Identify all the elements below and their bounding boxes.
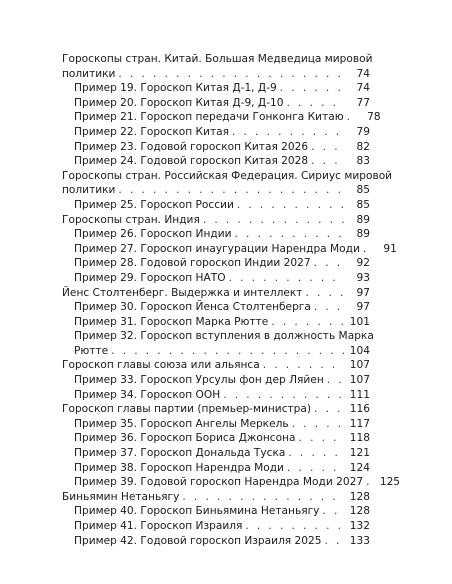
toc-entry-line	[74, 388, 370, 403]
dot-leader	[287, 96, 344, 111]
dot-leader	[366, 475, 374, 490]
toc-page-number: 125	[379, 476, 401, 489]
toc-entry-line	[62, 402, 370, 417]
toc-entry-title: Пример 40. Гороскоп Биньямина Нетаньягу	[74, 505, 320, 518]
toc-entry-title: Пример 42. Годовой гороскоп Израиля 2025	[74, 534, 322, 547]
dot-leader	[280, 81, 344, 96]
toc-entry-title: Рютте	[74, 344, 109, 357]
dot-leader	[347, 110, 355, 125]
toc-section[interactable]	[62, 169, 393, 198]
toc-subentry[interactable]	[62, 300, 370, 315]
toc-page-number: 104	[349, 344, 370, 357]
toc-entry-title: Пример 39. Годовой гороскоп Нарендра Моди 2027	[74, 476, 364, 489]
toc-entry-title: Пример 35. Гороскоп Ангелы Меркель	[74, 417, 289, 430]
toc-entry-line	[74, 534, 370, 549]
toc-section[interactable]	[62, 286, 370, 301]
dot-leader	[327, 373, 344, 388]
toc-subentry[interactable]	[62, 315, 370, 330]
toc-entry-line	[74, 271, 370, 286]
toc-entry-title: Пример 21. Гороскоп передачи Гонконга Китаю	[74, 111, 344, 124]
toc-page-number: 132	[349, 520, 370, 532]
toc-entry-line	[62, 358, 370, 373]
toc-subentry[interactable]	[62, 96, 370, 111]
dot-leader	[111, 344, 344, 359]
toc-page-number: 83	[356, 155, 370, 168]
toc-section[interactable]	[62, 358, 370, 373]
toc-entry-title: Пример 41. Гороскоп Израиля	[74, 520, 243, 532]
toc-entry-title: Пример 34. Гороскоп ООН	[74, 388, 221, 401]
toc-page-number: 89	[356, 213, 370, 226]
toc-page-number: 97	[356, 301, 370, 314]
dot-leader	[118, 67, 344, 82]
toc-entry-line	[74, 344, 370, 359]
toc-page-number: 118	[349, 432, 370, 445]
dot-leader	[288, 446, 344, 461]
toc-entry-line	[62, 213, 370, 228]
toc-entry-line	[74, 256, 370, 271]
toc-page-number: 78	[367, 111, 381, 124]
toc-subentry[interactable]	[62, 461, 370, 476]
dot-leader	[314, 256, 344, 271]
dot-leader	[229, 271, 344, 286]
toc-page-number: 79	[356, 125, 370, 138]
toc-entry-title: Йенс Столтенберг. Выдержка и интеллект	[62, 286, 303, 299]
toc-entry-title: политики	[62, 67, 116, 80]
toc-entry-title: Пример 33. Гороскоп Урсулы фон дер Ляйен	[74, 374, 324, 387]
toc-subentry[interactable]	[62, 431, 370, 446]
dot-leader	[118, 183, 344, 198]
dot-leader	[311, 140, 344, 155]
toc-entry-title: Пример 24. Годовой гороскоп Китая 2028	[74, 155, 309, 168]
toc-entry-line	[74, 140, 370, 155]
toc-subentry[interactable]	[62, 504, 370, 519]
table-of-contents	[62, 52, 401, 548]
toc-subentry[interactable]	[62, 271, 370, 286]
toc-entry-line	[74, 110, 381, 125]
dot-leader	[314, 300, 344, 315]
toc-entry-line	[62, 286, 370, 301]
toc-subentry[interactable]	[62, 388, 370, 403]
toc-entry-line	[74, 198, 370, 213]
toc-subentry[interactable]	[62, 110, 381, 125]
toc-entry-title: Пример 26. Гороскоп Индии	[74, 228, 232, 241]
toc-section[interactable]	[62, 52, 373, 81]
toc-page-number: 121	[349, 447, 370, 460]
dot-leader	[263, 358, 344, 373]
toc-entry-title: Пример 32. Гороскоп вступления в должность Марка	[74, 330, 374, 343]
toc-subentry[interactable]	[62, 154, 370, 169]
dot-leader	[314, 402, 344, 417]
toc-page-number: 128	[349, 505, 370, 518]
toc-entry-title: Гороскопы стран. Китай. Большая Медведица мировой	[62, 53, 373, 65]
toc-section[interactable]	[62, 213, 370, 228]
toc-page-number: 128	[349, 490, 370, 503]
toc-page-number: 92	[356, 257, 370, 270]
dot-leader	[271, 315, 344, 330]
toc-entry-title: Пример 19. Гороскоп Китая Д-1, Д-9	[74, 82, 277, 95]
toc-page-number: 93	[356, 271, 370, 284]
toc-page-number: 82	[356, 140, 370, 153]
toc-entry-title: Пример 23. Годовой гороскоп Китая 2026	[74, 140, 309, 153]
dot-leader	[292, 417, 344, 432]
dot-leader	[311, 154, 344, 169]
toc-entry-line	[74, 446, 370, 461]
toc-entry-line	[62, 183, 370, 198]
toc-page-number: 85	[356, 184, 370, 197]
toc-entry-line	[74, 96, 370, 111]
toc-page-number: 133	[349, 534, 370, 547]
toc-page-number: 74	[356, 82, 370, 95]
toc-entry-title: Пример 36. Гороскоп Бориса Джонсона	[74, 432, 296, 445]
toc-entry-title: Пример 37. Гороскоп Дональда Туска	[74, 447, 286, 460]
toc-entry-title: Гороскоп главы партии (премьер-министра)	[62, 403, 312, 416]
dot-leader	[305, 286, 344, 301]
toc-page-number: 101	[349, 315, 370, 328]
dot-leader	[237, 198, 344, 213]
toc-entry-title: Гороскопы стран. Индия	[62, 213, 200, 226]
dot-leader	[322, 504, 344, 519]
toc-entry-line	[74, 504, 370, 519]
toc-subentry[interactable]	[62, 242, 397, 257]
toc-subentry[interactable]	[62, 140, 370, 155]
toc-entry-line	[62, 67, 370, 82]
toc-subentry[interactable]	[62, 446, 370, 461]
toc-entry-line	[74, 461, 370, 476]
toc-page-number: 97	[356, 286, 370, 299]
toc-entry-line	[62, 490, 370, 505]
toc-page-number: 77	[356, 96, 370, 109]
toc-page-number: 107	[349, 374, 370, 387]
toc-page-number: 89	[356, 228, 370, 241]
toc-subentry[interactable]	[62, 81, 370, 96]
toc-subentry[interactable]	[62, 417, 370, 432]
toc-entry-title: Пример 38. Гороскоп Нарендра Моди	[74, 461, 284, 474]
dot-leader	[234, 227, 344, 242]
toc-entry-title: Пример 28. Годовой гороскоп Индии 2027	[74, 257, 311, 270]
dot-leader	[325, 534, 345, 549]
toc-entry-title: Пример 30. Гороскоп Йенса Столтенберга	[74, 301, 311, 314]
toc-page-number: 124	[349, 461, 370, 474]
toc-subentry[interactable]	[62, 534, 370, 549]
toc-page-number: 111	[349, 388, 370, 401]
toc-section[interactable]	[62, 490, 370, 505]
toc-entry-title: Пример 22. Гороскоп Китая	[74, 125, 229, 138]
toc-page-number: 74	[356, 67, 370, 80]
toc-page-number: 107	[349, 359, 370, 372]
toc-page-number: 117	[349, 417, 370, 430]
toc-subentry[interactable]	[62, 329, 374, 358]
dot-leader	[287, 461, 344, 476]
toc-entry-title: Гороскопы стран. Российская Федерация. Сириус мировой	[62, 169, 393, 182]
toc-entry-title: Пример 20. Гороскоп Китая Д-9, Д-10	[74, 96, 284, 109]
toc-entry-line	[74, 81, 370, 96]
toc-subentry[interactable]	[62, 125, 370, 140]
toc-subentry[interactable]	[62, 227, 370, 242]
dot-leader	[245, 519, 344, 534]
toc-section[interactable]	[62, 402, 370, 417]
toc-entry-line	[74, 431, 370, 446]
dot-leader	[363, 242, 371, 257]
toc-entry-line	[74, 227, 370, 242]
dot-leader	[223, 388, 344, 403]
toc-entry-title: Пример 25. Гороскоп России	[74, 198, 234, 211]
toc-entry-line	[74, 373, 370, 388]
toc-entry-line	[74, 242, 397, 257]
toc-subentry[interactable]	[62, 373, 370, 388]
toc-entry-line	[74, 125, 370, 140]
toc-entry-line	[74, 417, 370, 432]
toc-subentry[interactable]	[62, 256, 370, 271]
toc-entry-title: Пример 27. Гороскоп инаугурации Нарендра Моди	[74, 242, 360, 255]
toc-page-number: 91	[383, 242, 397, 255]
dot-leader	[232, 125, 344, 140]
toc-entry-title: Биньямин Нетаньягу	[62, 490, 180, 503]
toc-entry-line	[74, 475, 401, 490]
toc-entry-line	[74, 154, 370, 169]
toc-subentry[interactable]	[62, 198, 370, 213]
toc-subentry[interactable]	[62, 475, 401, 490]
toc-entry-line	[74, 315, 370, 330]
toc-entry-title: Пример 31. Гороскоп Марка Рютте	[74, 315, 269, 328]
toc-page-number: 85	[356, 198, 370, 211]
toc-entry-title: Пример 29. Гороскоп НАТО	[74, 271, 226, 284]
dot-leader	[182, 490, 344, 505]
dot-leader	[203, 213, 344, 228]
toc-subentry[interactable]	[62, 519, 370, 534]
toc-page-number: 116	[349, 403, 370, 416]
toc-entry-line	[74, 519, 370, 534]
toc-entry-title: Гороскоп главы союза или альянса	[62, 359, 260, 372]
toc-entry-line	[74, 300, 370, 315]
toc-entry-title: политики	[62, 184, 116, 197]
dot-leader	[299, 431, 344, 446]
